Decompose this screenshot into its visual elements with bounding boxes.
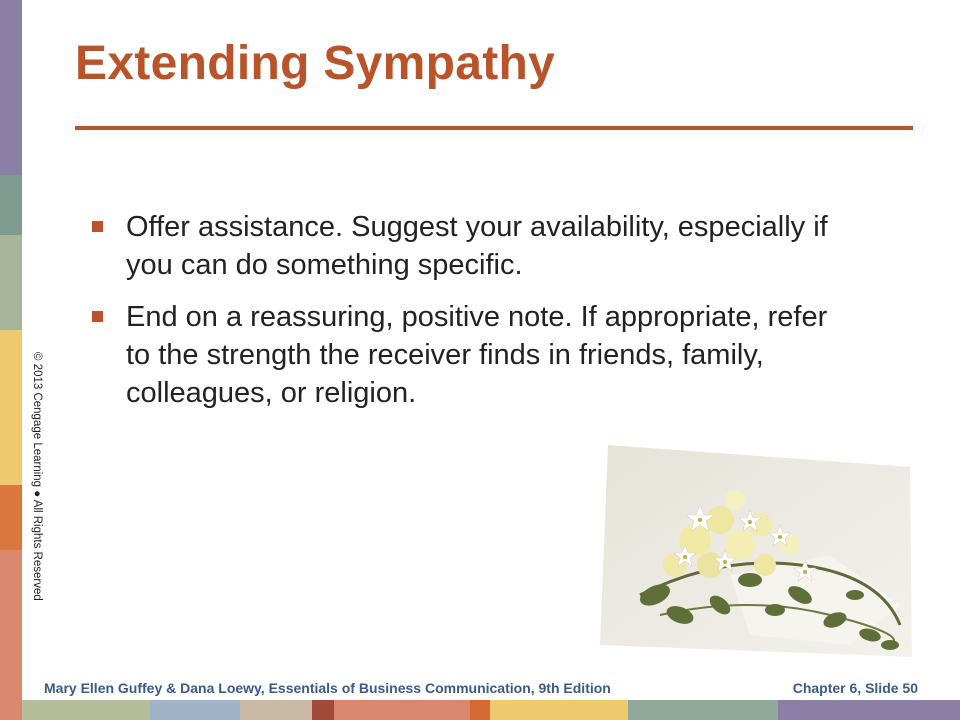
side-stripe-salmon	[0, 550, 22, 720]
bottom-stripe-3	[240, 700, 312, 720]
bottom-stripe-7	[490, 700, 628, 720]
bottom-stripe-1	[22, 700, 150, 720]
bottom-stripe-2	[150, 700, 240, 720]
side-stripe-sage	[0, 235, 22, 330]
bottom-stripe-8	[628, 700, 778, 720]
bullet-item	[92, 208, 852, 284]
copyright-notice	[28, 352, 43, 652]
flower-bouquet-photo	[600, 445, 912, 657]
bullet-list	[92, 208, 852, 426]
copyright-text: © 2013 Cengage Learning ● All Rights Reserved	[31, 352, 43, 601]
side-stripe-orange	[0, 485, 22, 550]
slide-title: Extending Sympathy	[75, 37, 556, 90]
footer-citation: Mary Ellen Guffey & Dana Loewy, Essentials of Business Communication, 9th Edition	[44, 680, 611, 696]
bullet-item	[92, 298, 852, 412]
bottom-stripe-4	[312, 700, 334, 720]
bottom-stripe-6	[470, 700, 490, 720]
bullet-text: End on a reassuring, positive note. If appropriate, refer to the strength the receiver finds in friends, family, colleagues, or religion.	[126, 301, 828, 409]
side-stripe-teal	[0, 175, 22, 235]
footer-slide-number: Chapter 6, Slide 50	[792, 680, 918, 696]
side-stripe-purple	[0, 0, 22, 175]
bottom-stripe-9	[778, 700, 960, 720]
bullet-text: Offer assistance. Suggest your availability, especially if you can do something specific.	[126, 211, 828, 281]
square-bullet-icon	[92, 311, 103, 322]
side-stripe-yellow	[0, 330, 22, 485]
square-bullet-icon	[92, 221, 103, 232]
bottom-stripe-5	[334, 700, 470, 720]
title-underline	[75, 126, 913, 130]
